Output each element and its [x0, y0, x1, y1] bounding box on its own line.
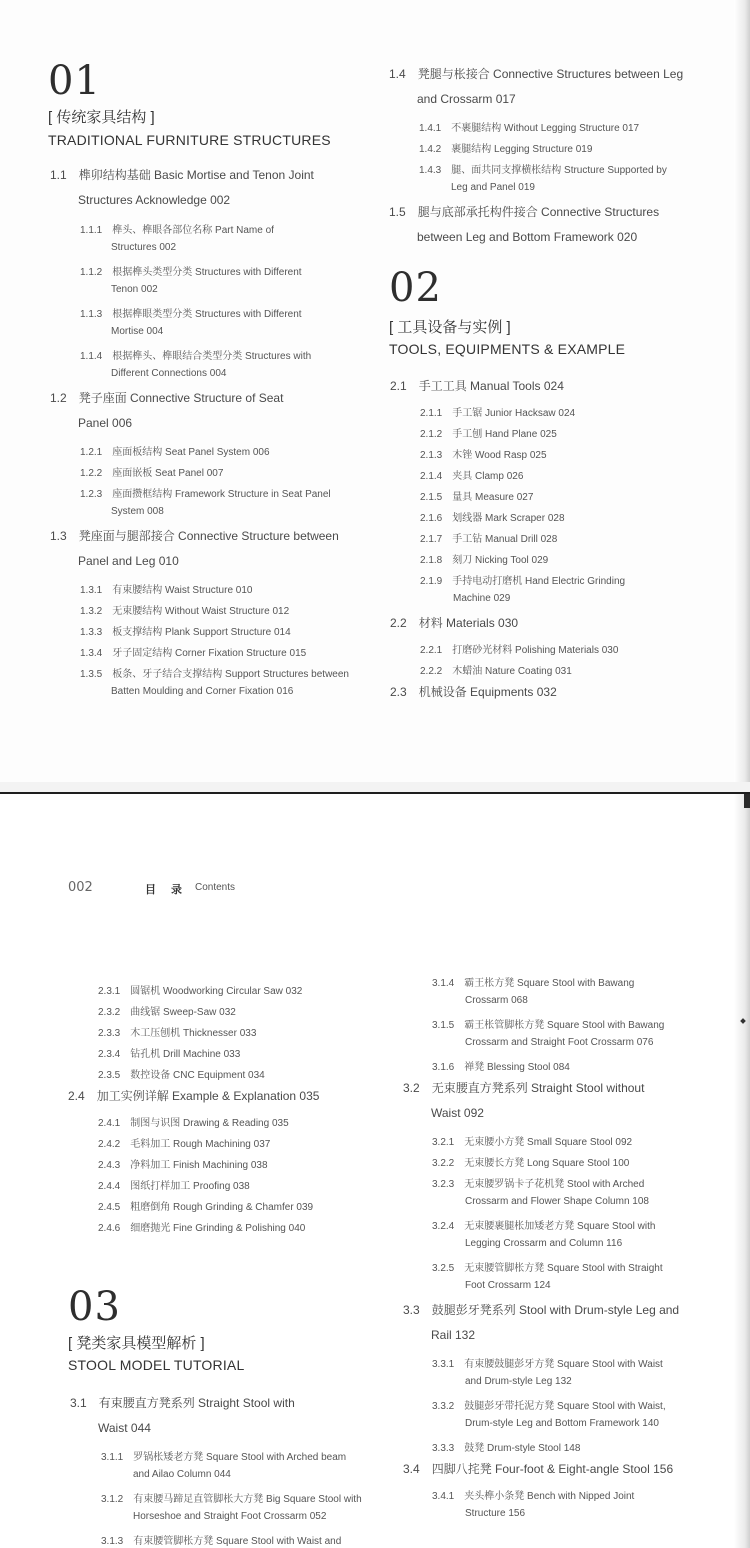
- toc-entry-3-3-2[interactable]: 3.3.2 鼓腿彭牙带托泥方凳 Square Stool with Waist,: [432, 1401, 666, 1412]
- toc-entry-3-2-4-cont[interactable]: Legging Crossarm and Column 116: [465, 1238, 623, 1249]
- toc-entry-2-1-9-cont[interactable]: Machine 029: [453, 593, 511, 604]
- toc-entry-3-2-5-cont[interactable]: Foot Crossarm 124: [465, 1280, 551, 1291]
- page-edge-shadow: [734, 794, 750, 1548]
- toc-entry-1-4-cont[interactable]: and Crossarm 017: [417, 92, 516, 106]
- page-gap: [0, 782, 750, 792]
- toc-entry-2-1-4[interactable]: 2.1.4 夹具 Clamp 026: [420, 471, 524, 482]
- toc-entry-3-3-cont[interactable]: Rail 132: [431, 1328, 476, 1342]
- toc-entry-2-3-1[interactable]: 2.3.1 圆锯机 Woodworking Circular Saw 032: [98, 986, 303, 997]
- section-03-number: 03: [68, 1284, 121, 1330]
- toc-entry-2-3[interactable]: 2.3 机械设备 Equipments 032: [390, 685, 557, 699]
- toc-entry-1-1[interactable]: 1.1 榫卯结构基础 Basic Mortise and Tenon Joint: [50, 168, 314, 182]
- toc-entry-2-4-5[interactable]: 2.4.5 粗磨倒角 Rough Grinding & Chamfer 039: [98, 1202, 314, 1213]
- toc-entry-1-4[interactable]: 1.4 凳腿与枨接合 Connective Structures between Leg: [389, 67, 684, 81]
- toc-entry-3-3-3[interactable]: 3.3.3 鼓凳 Drum-style Stool 148: [432, 1443, 581, 1454]
- toc-entry-1-1-2-cont[interactable]: Tenon 002: [111, 284, 158, 295]
- toc-entry-3-2-2[interactable]: 3.2.2 无束腰长方凳 Long Square Stool 100: [432, 1158, 630, 1169]
- toc-entry-1-3-3[interactable]: 1.3.3 板支撑结构 Plank Support Structure 014: [80, 627, 291, 638]
- section-03-title-en: STOOL MODEL TUTORIAL: [68, 1357, 245, 1373]
- section-01-number: 01: [48, 58, 101, 104]
- toc-entry-2-1-6[interactable]: 2.1.6 划线器 Mark Scraper 028: [420, 513, 565, 524]
- toc-entry-3-1-1[interactable]: 3.1.1 罗锅枨矮老方凳 Square Stool with Arched beam: [101, 1452, 347, 1463]
- toc-entry-1-3[interactable]: 1.3 凳座面与腿部接合 Connective Structure between: [50, 529, 339, 543]
- toc-entry-1-3-5[interactable]: 1.3.5 板条、牙子结合支撑结构 Support Structures between: [80, 669, 349, 680]
- toc-entry-3-2-1[interactable]: 3.2.1 无束腰小方凳 Small Square Stool 092: [432, 1137, 633, 1148]
- toc-entry-3-3-2-cont[interactable]: Drum-style Leg and Bottom Framework 140: [465, 1418, 659, 1429]
- toc-entry-2-1-5[interactable]: 2.1.5 量具 Measure 027: [420, 492, 534, 503]
- toc-entry-1-3-1[interactable]: 1.3.1 有束腰结构 Waist Structure 010: [80, 585, 253, 596]
- toc-entry-2-3-3[interactable]: 2.3.3 木工压刨机 Thicknesser 033: [98, 1028, 257, 1039]
- toc-entry-1-4-2[interactable]: 1.4.2 裹腿结构 Legging Structure 019: [419, 144, 593, 155]
- toc-page-lower: [0, 792, 750, 1548]
- toc-entry-2-4-3[interactable]: 2.4.3 净料加工 Finish Machining 038: [98, 1160, 268, 1171]
- page-folio: 002: [68, 880, 93, 895]
- toc-entry-3-1-1-cont[interactable]: and Ailao Column 044: [133, 1469, 231, 1480]
- toc-entry-1-2-3[interactable]: 1.2.3 座面攒框结构 Framework Structure in Seat Panel: [80, 489, 331, 500]
- section-02-title-cn: [ 工具设备与实例 ]: [389, 319, 511, 336]
- toc-entry-1-3-2[interactable]: 1.3.2 无束腰结构 Without Waist Structure 012: [80, 606, 290, 617]
- toc-entry-3-4-1-cont[interactable]: Structure 156: [465, 1508, 526, 1519]
- toc-entry-3-4-1[interactable]: 3.4.1 夹头榫小条凳 Bench with Nipped Joint: [432, 1491, 635, 1502]
- toc-entry-3-1[interactable]: 3.1 有束腰直方凳系列 Straight Stool with: [70, 1396, 295, 1410]
- toc-entry-2-1[interactable]: 2.1 手工工具 Manual Tools 024: [390, 379, 564, 393]
- toc-entry-2-4-6[interactable]: 2.4.6 细磨抛光 Fine Grinding & Polishing 040: [98, 1223, 306, 1234]
- section-02-title-en: TOOLS, EQUIPMENTS & EXAMPLE: [389, 341, 626, 357]
- toc-entry-1-1-1-cont[interactable]: Structures 002: [111, 242, 177, 253]
- toc-entry-3-2-cont[interactable]: Waist 092: [431, 1106, 484, 1120]
- toc-entry-1-1-4[interactable]: 1.1.4 根据榫头、榫眼结合类型分类 Structures with: [80, 351, 312, 362]
- toc-entry-1-1-3[interactable]: 1.1.3 根据榫眼类型分类 Structures with Different: [80, 309, 302, 320]
- toc-entry-1-3-cont[interactable]: Panel and Leg 010: [78, 554, 179, 568]
- toc-entry-1-1-3-cont[interactable]: Mortise 004: [111, 326, 164, 337]
- toc-entry-2-3-4[interactable]: 2.3.4 钻孔机 Drill Machine 033: [98, 1049, 241, 1060]
- toc-entry-3-4[interactable]: 3.4 四脚八挓凳 Four-foot & Eight-angle Stool 156: [403, 1462, 674, 1476]
- toc-entry-2-2-1[interactable]: 2.2.1 打磨砂光材料 Polishing Materials 030: [420, 645, 619, 656]
- toc-entry-1-2-1[interactable]: 1.2.1 座面板结构 Seat Panel System 006: [80, 447, 270, 458]
- toc-entry-2-2-2[interactable]: 2.2.2 木蜡油 Nature Coating 031: [420, 666, 572, 677]
- toc-entry-1-3-4[interactable]: 1.3.4 牙子固定结构 Corner Fixation Structure 015: [80, 648, 307, 659]
- toc-entry-1-4-3[interactable]: 1.4.3 腿、面共同支撑横枨结构 Structure Supported by: [419, 165, 667, 176]
- section-01-title-cn: [ 传统家具结构 ]: [48, 109, 155, 126]
- toc-entry-3-3[interactable]: 3.3 鼓腿彭牙凳系列 Stool with Drum-style Leg and: [403, 1303, 680, 1317]
- header-title-en: Contents: [195, 882, 236, 893]
- toc-entry-2-4-2[interactable]: 2.4.2 毛料加工 Rough Machining 037: [98, 1139, 271, 1150]
- toc-entry-3-1-5[interactable]: 3.1.5 霸王枨管脚枨方凳 Square Stool with Bawang: [432, 1020, 665, 1031]
- toc-entry-2-4-1[interactable]: 2.4.1 制图与识图 Drawing & Reading 035: [98, 1118, 289, 1129]
- toc-entry-3-1-cont[interactable]: Waist 044: [98, 1421, 151, 1435]
- toc-entry-3-1-3[interactable]: 3.1.3 有束腰管脚枨方凳 Square Stool with Waist and: [101, 1536, 342, 1547]
- toc-entry-3-1-4-cont[interactable]: Crossarm 068: [465, 995, 528, 1006]
- toc-entry-1-2[interactable]: 1.2 凳子座面 Connective Structure of Seat: [50, 391, 284, 405]
- toc-entry-1-2-cont[interactable]: Panel 006: [78, 416, 133, 430]
- header-title-cn: 目 录: [145, 884, 189, 896]
- toc-entry-3-2[interactable]: 3.2 无束腰直方凳系列 Straight Stool without: [403, 1081, 645, 1095]
- toc-entry-3-3-1[interactable]: 3.3.1 有束腰鼓腿彭牙方凳 Square Stool with Waist: [432, 1359, 663, 1370]
- toc-entry-1-2-3-cont[interactable]: System 008: [111, 506, 164, 517]
- toc-entry-3-2-4[interactable]: 3.2.4 无束腰裹腿枨加矮老方凳 Square Stool with: [432, 1221, 656, 1232]
- toc-entry-2-1-9[interactable]: 2.1.9 手持电动打磨机 Hand Electric Grinding: [420, 576, 626, 587]
- toc-entry-2-2[interactable]: 2.2 材料 Materials 030: [390, 616, 519, 630]
- toc-entry-3-1-4[interactable]: 3.1.4 霸王枨方凳 Square Stool with Bawang: [432, 978, 635, 989]
- toc-entry-2-3-2[interactable]: 2.3.2 曲线锯 Sweep-Saw 032: [98, 1007, 236, 1018]
- toc-entry-3-2-3-cont[interactable]: Crossarm and Flower Shape Column 108: [465, 1196, 649, 1207]
- toc-entry-1-1-cont[interactable]: Structures Acknowledge 002: [78, 193, 231, 207]
- section-03-title-cn: [ 凳类家具模型解析 ]: [68, 1335, 205, 1352]
- section-01-title-en: TRADITIONAL FURNITURE STRUCTURES: [48, 132, 331, 148]
- toc-entry-1-2-2[interactable]: 1.2.2 座面嵌板 Seat Panel 007: [80, 468, 224, 479]
- toc-entry-2-1-2[interactable]: 2.1.2 手工刨 Hand Plane 025: [420, 429, 557, 440]
- page-edge-shadow: [734, 0, 750, 782]
- toc-entry-1-4-1[interactable]: 1.4.1 不裹腿结构 Without Legging Structure 017: [419, 123, 640, 134]
- toc-entry-1-5-cont[interactable]: between Leg and Bottom Framework 020: [417, 230, 638, 244]
- page-edge-dark: [744, 794, 750, 808]
- section-02-number: 02: [389, 265, 442, 311]
- toc-entry-3-1-5-cont[interactable]: Crossarm and Straight Foot Crossarm 076: [465, 1037, 654, 1048]
- toc-entry-3-2-3[interactable]: 3.2.3 无束腰罗锅卡子花机凳 Stool with Arched: [432, 1179, 645, 1190]
- toc-entry-3-2-5[interactable]: 3.2.5 无束腰管脚枨方凳 Square Stool with Straight: [432, 1263, 663, 1274]
- toc-entry-1-1-1[interactable]: 1.1.1 榫头、榫眼各部位名称 Part Name of: [80, 225, 274, 236]
- toc-entry-3-1-2-cont[interactable]: Horseshoe and Straight Foot Crossarm 052: [133, 1511, 327, 1522]
- toc-entry-3-1-2[interactable]: 3.1.2 有束腰马蹄足直管脚枨大方凳 Big Square Stool with: [101, 1494, 362, 1505]
- toc-entry-2-1-7[interactable]: 2.1.7 手工钻 Manual Drill 028: [420, 534, 558, 545]
- toc-entry-2-1-1[interactable]: 2.1.1 手工锯 Junior Hacksaw 024: [420, 408, 576, 419]
- toc-entry-1-5[interactable]: 1.5 腿与底部承托构件接合 Connective Structures: [389, 205, 660, 219]
- toc-entry-2-4-4[interactable]: 2.4.4 图纸打样加工 Proofing 038: [98, 1181, 250, 1192]
- toc-entry-3-1-6[interactable]: 3.1.6 禅凳 Blessing Stool 084: [432, 1062, 570, 1073]
- toc-entry-1-3-5-cont[interactable]: Batten Moulding and Corner Fixation 016: [111, 686, 294, 697]
- toc-entry-1-1-4-cont[interactable]: Different Connections 004: [111, 368, 227, 379]
- toc-entry-1-4-3-cont[interactable]: Leg and Panel 019: [451, 182, 535, 193]
- toc-entry-2-1-8[interactable]: 2.1.8 刻刀 Nicking Tool 029: [420, 555, 549, 566]
- toc-entry-2-4[interactable]: 2.4 加工实例详解 Example & Explanation 035: [68, 1089, 320, 1103]
- toc-entry-3-3-1-cont[interactable]: and Drum-style Leg 132: [465, 1376, 572, 1387]
- toc-entry-2-1-3[interactable]: 2.1.3 木锉 Wood Rasp 025: [420, 450, 547, 461]
- toc-entry-1-1-2[interactable]: 1.1.2 根据榫头类型分类 Structures with Different: [80, 267, 302, 278]
- toc-entry-2-3-5[interactable]: 2.3.5 数控设备 CNC Equipment 034: [98, 1070, 265, 1081]
